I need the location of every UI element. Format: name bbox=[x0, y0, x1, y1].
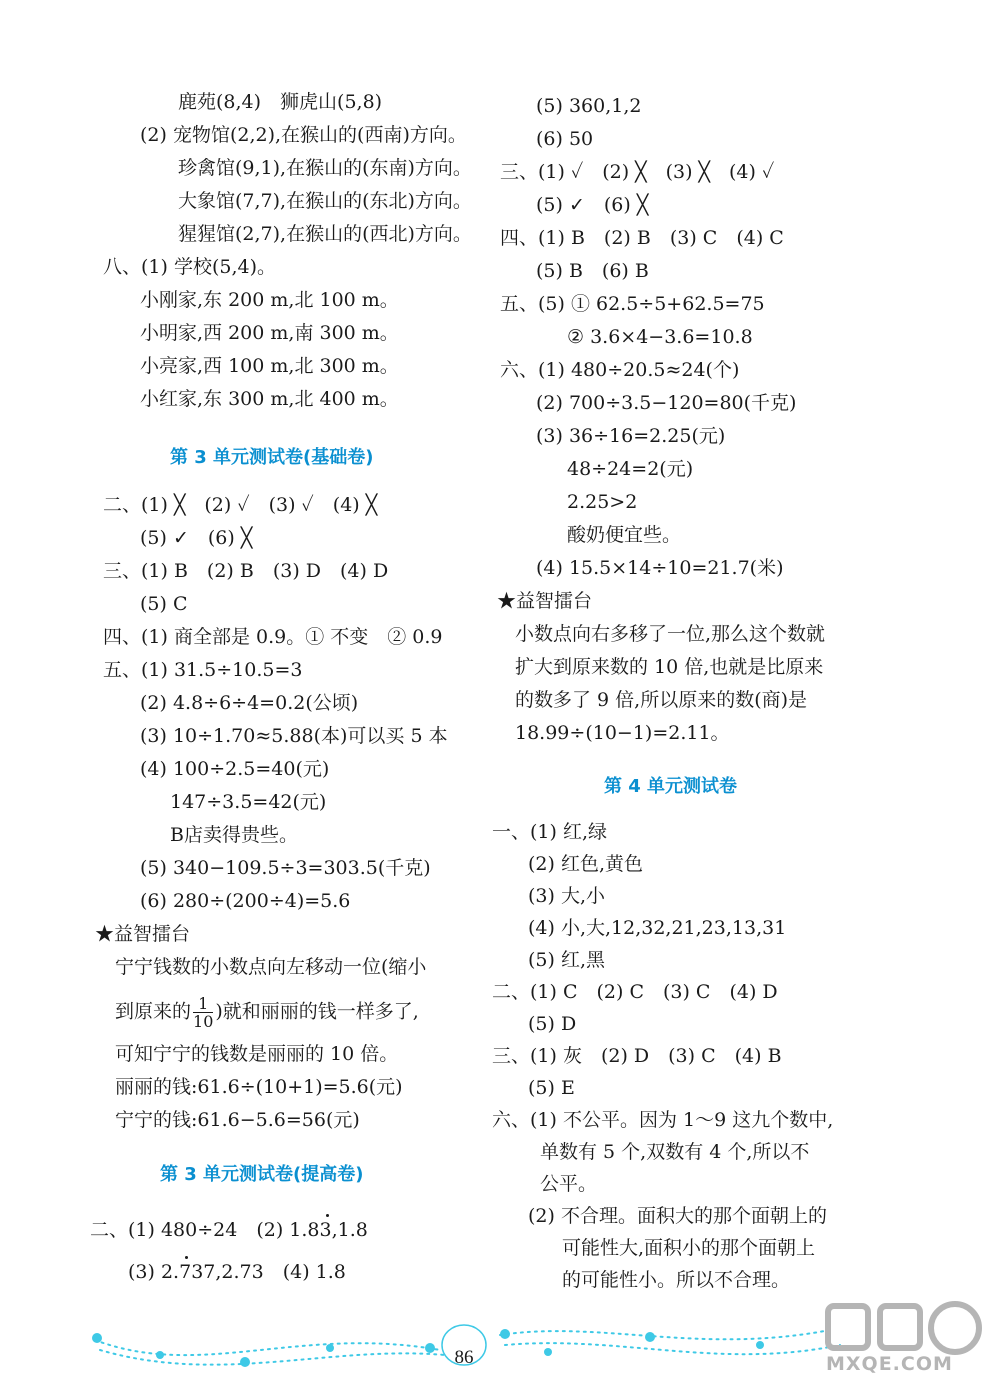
answer-line: 二、(1) ╳ (2) ✓ (3) ✓ (4) ╳ bbox=[103, 494, 378, 516]
answer-line: B店卖得贵些。 bbox=[170, 824, 298, 846]
answer-line: 四、(1) B (2) B (3) C (4) C bbox=[500, 227, 784, 249]
answer-line: 六、(1) 不公平。因为 1～9 这九个数中, bbox=[492, 1109, 834, 1131]
answer-line: 一、(1) 红,绿 bbox=[492, 821, 607, 843]
answer-line: (3) 36÷16=2.25(元) bbox=[536, 425, 726, 447]
answer-line: 鹿苑(8,4) 狮虎山(5,8) bbox=[178, 91, 383, 113]
answer-line: (5) 360,1,2 bbox=[536, 95, 642, 117]
answer-line: 五、(1) 31.5÷10.5=3 bbox=[103, 659, 303, 681]
answer-line: (3) 10÷1.70≈5.88(本)可以买 5 本 bbox=[140, 725, 448, 747]
answer-line: 的数多了 9 倍,所以原来的数(商)是 bbox=[515, 689, 808, 711]
answer-line: 猩猩馆(2,7),在猴山的(西北)方向。 bbox=[178, 223, 472, 245]
page-number: 86 bbox=[454, 1347, 474, 1368]
answer-line: 二、(1) C (2) C (3) C (4) D bbox=[492, 981, 778, 1003]
fraction-line bbox=[115, 995, 419, 1030]
answer-line: 147÷3.5=42(元) bbox=[170, 791, 327, 813]
answer-line: (2) 4.8÷6÷4=0.2(公顷) bbox=[140, 692, 359, 714]
answer-line: (2) 700÷3.5−120=80(千克) bbox=[536, 392, 797, 414]
answer-line: (5) 红,黑 bbox=[528, 949, 605, 971]
answer-line: (5) E bbox=[528, 1077, 575, 1099]
answer-line: 五、(5) ① 62.5÷5+62.5=75 bbox=[500, 293, 765, 315]
fraction-numerator: 1 bbox=[193, 995, 213, 1013]
watermark-url: MXQE.COM bbox=[826, 1353, 953, 1375]
answer-line: 小明家,西 200 m,南 300 m。 bbox=[140, 322, 399, 344]
text-span: ,1.8 bbox=[331, 1219, 368, 1241]
answer-line: (3) 大,小 bbox=[528, 885, 605, 907]
answer-line: 2.25>2 bbox=[567, 491, 638, 513]
answer-line: 小红家,东 300 m,北 400 m。 bbox=[140, 388, 399, 410]
answer-line bbox=[128, 1260, 346, 1284]
answer-line: (5) 340−109.5÷3=303.5(千克) bbox=[140, 857, 431, 879]
text-span: (3) 2. bbox=[128, 1261, 180, 1283]
answer-line: 宁宁的钱:61.6−5.6=56(元) bbox=[115, 1109, 360, 1131]
answer-line: 小数点向右多移了一位,那么这个数就 bbox=[515, 623, 826, 645]
answer-line: (2) 红色,黄色 bbox=[528, 853, 643, 875]
fraction-one-tenth bbox=[193, 995, 213, 1030]
answer-line: 三、(1) B (2) B (3) D (4) D bbox=[103, 560, 389, 582]
answer-line: (5) C bbox=[140, 593, 188, 615]
answer-line: 可能性大,面积小的那个面朝上 bbox=[562, 1237, 816, 1259]
answer-line: 可知宁宁的钱数是丽丽的 10 倍。 bbox=[115, 1043, 399, 1065]
answer-line: (4) 100÷2.5=40(元) bbox=[140, 758, 330, 780]
answer-line: 扩大到原来数的 10 倍,也就是比原来 bbox=[515, 656, 824, 678]
answer-line: (2) 宠物馆(2,2),在猴山的(西南)方向。 bbox=[140, 124, 467, 146]
answer-line: 小刚家,东 200 m,北 100 m。 bbox=[140, 289, 399, 311]
answer-line: (4) 15.5×14÷10=21.7(米) bbox=[536, 557, 784, 579]
text-span: 37,2.73 (4) 1.8 bbox=[191, 1261, 346, 1283]
answer-line: 丽丽的钱:61.6÷(10+1)=5.6(元) bbox=[115, 1076, 403, 1098]
answer-line: (5) ✓ (6) ╳ bbox=[140, 527, 253, 549]
answer-line: 六、(1) 480÷20.5≈24(个) bbox=[500, 359, 740, 381]
answer-line: 的可能性小。所以不合理。 bbox=[562, 1269, 791, 1291]
answer-line: ② 3.6×4−3.6=10.8 bbox=[567, 326, 753, 348]
answer-line: 宁宁钱数的小数点向左移动一位(缩小 bbox=[115, 956, 427, 978]
answer-line: 四、(1) 商全部是 0.9。① 不变 ② 0.9 bbox=[103, 626, 443, 648]
answer-line: 三、(1) 灰 (2) D (3) C (4) B bbox=[492, 1045, 782, 1067]
answer-line: 酸奶便宜些。 bbox=[567, 524, 682, 546]
answer-line: 48÷24=2(元) bbox=[567, 458, 694, 480]
repeating-digit: 7 bbox=[179, 1261, 192, 1283]
answer-line: (5) ✓ (6) ╳ bbox=[536, 194, 649, 216]
section-heading: 第 3 单元测试卷(提高卷) bbox=[160, 1164, 364, 1185]
fraction-suffix: )就和丽丽的钱一样多了, bbox=[215, 1000, 419, 1023]
section-heading: 第 3 单元测试卷(基础卷) bbox=[170, 447, 374, 468]
repeating-digit: 3 bbox=[319, 1219, 332, 1241]
text-span: 二、(1) 480÷24 (2) 1.8 bbox=[90, 1219, 320, 1241]
answer-line: (6) 280÷(200÷4)=5.6 bbox=[140, 890, 351, 912]
answer-line: (2) 不合理。面积大的那个面朝上的 bbox=[528, 1205, 827, 1227]
answer-line: 小亮家,西 100 m,北 300 m。 bbox=[140, 355, 399, 377]
answer-line: (5) D bbox=[528, 1013, 577, 1035]
fraction-prefix: 到原来的 bbox=[115, 1000, 192, 1023]
answer-line: 18.99÷(10−1)=2.11。 bbox=[515, 722, 730, 744]
challenge-heading: ★益智擂台 bbox=[95, 923, 191, 945]
answer-line: 大象馆(7,7),在猴山的(东北)方向。 bbox=[178, 190, 472, 212]
challenge-heading: ★益智擂台 bbox=[497, 590, 593, 612]
answer-line bbox=[90, 1218, 368, 1242]
answer-line: (4) 小,大,12,32,21,23,13,31 bbox=[528, 917, 787, 939]
answer-line: 三、(1) ✓ (2) ╳ (3) ╳ (4) ✓ bbox=[500, 161, 775, 183]
answer-line: 单数有 5 个,双数有 4 个,所以不 bbox=[540, 1141, 810, 1163]
section-heading: 第 4 单元测试卷 bbox=[604, 776, 738, 797]
answer-line: 公平。 bbox=[540, 1173, 598, 1195]
fraction-denominator: 10 bbox=[193, 1012, 214, 1031]
answer-line: (5) B (6) B bbox=[536, 260, 649, 282]
answer-line: 珍禽馆(9,1),在猴山的(东南)方向。 bbox=[178, 157, 472, 179]
answer-line: 八、(1) 学校(5,4)。 bbox=[103, 256, 276, 278]
answer-line: (6) 50 bbox=[536, 128, 594, 150]
